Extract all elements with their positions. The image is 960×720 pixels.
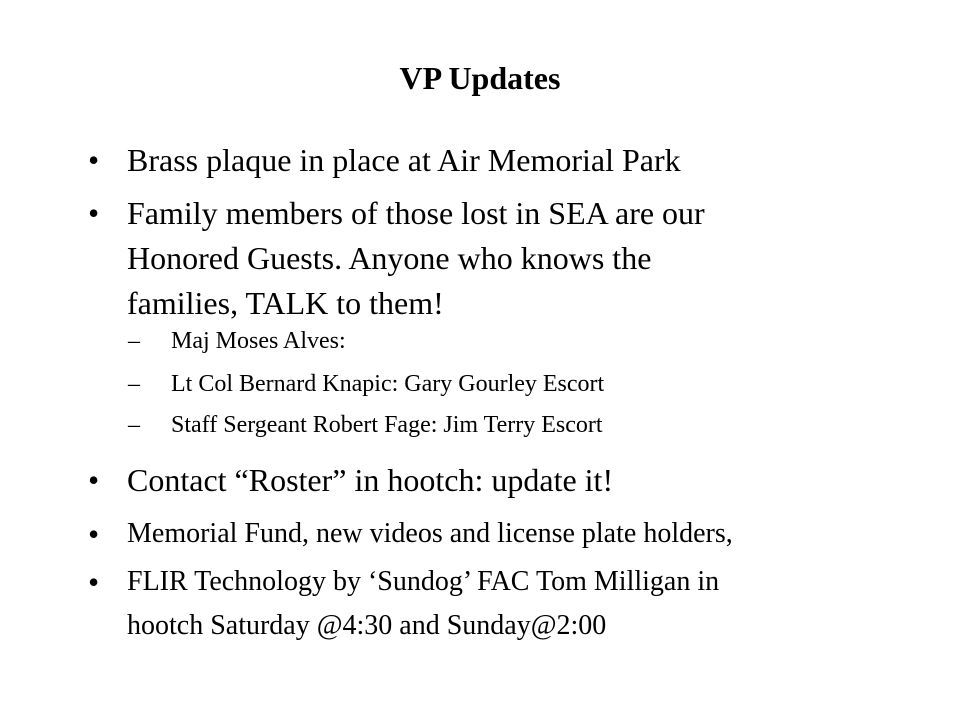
bullet-marker: • [88,564,100,600]
bullet-line: Honored Guests. Anyone who knows the [127,240,652,276]
bullet-text [127,138,907,183]
dash-marker: – [128,328,140,354]
sub-item-text: Lt Col Bernard Knapic: Gary Gourley Escort [171,371,605,397]
bullet-line: FLIR Technology by ‘Sundog’ FAC Tom Milligan in [127,566,720,597]
bullet-line: Brass plaque in place at Air Memorial Park [127,142,681,178]
dash-marker: – [128,371,140,397]
bullet-text [127,560,927,648]
bullet-line: Memorial Fund, new videos and license plate holders, [127,518,733,549]
bullet-text [127,191,907,326]
dash-marker: – [128,412,140,438]
bullet-line: Family members of those lost in SEA are our [127,195,705,231]
bullet-marker: • [88,516,100,552]
bullet-text [127,512,927,556]
bullet-marker: • [88,462,100,498]
sub-item-text: Maj Moses Alves: [171,328,346,354]
bullet-text [127,458,907,503]
bullet-marker: • [88,195,100,231]
bullet-line: families, TALK to them! [127,285,444,321]
bullet-line: hootch Saturday @4:30 and Sunday@2:00 [127,610,607,641]
sub-item-text: Staff Sergeant Robert Fage: Jim Terry Escort [171,412,603,438]
bullet-line: Contact “Roster” in hootch: update it! [127,462,614,498]
slide-title: VP Updates [399,60,561,96]
bullet-marker: • [88,142,100,178]
